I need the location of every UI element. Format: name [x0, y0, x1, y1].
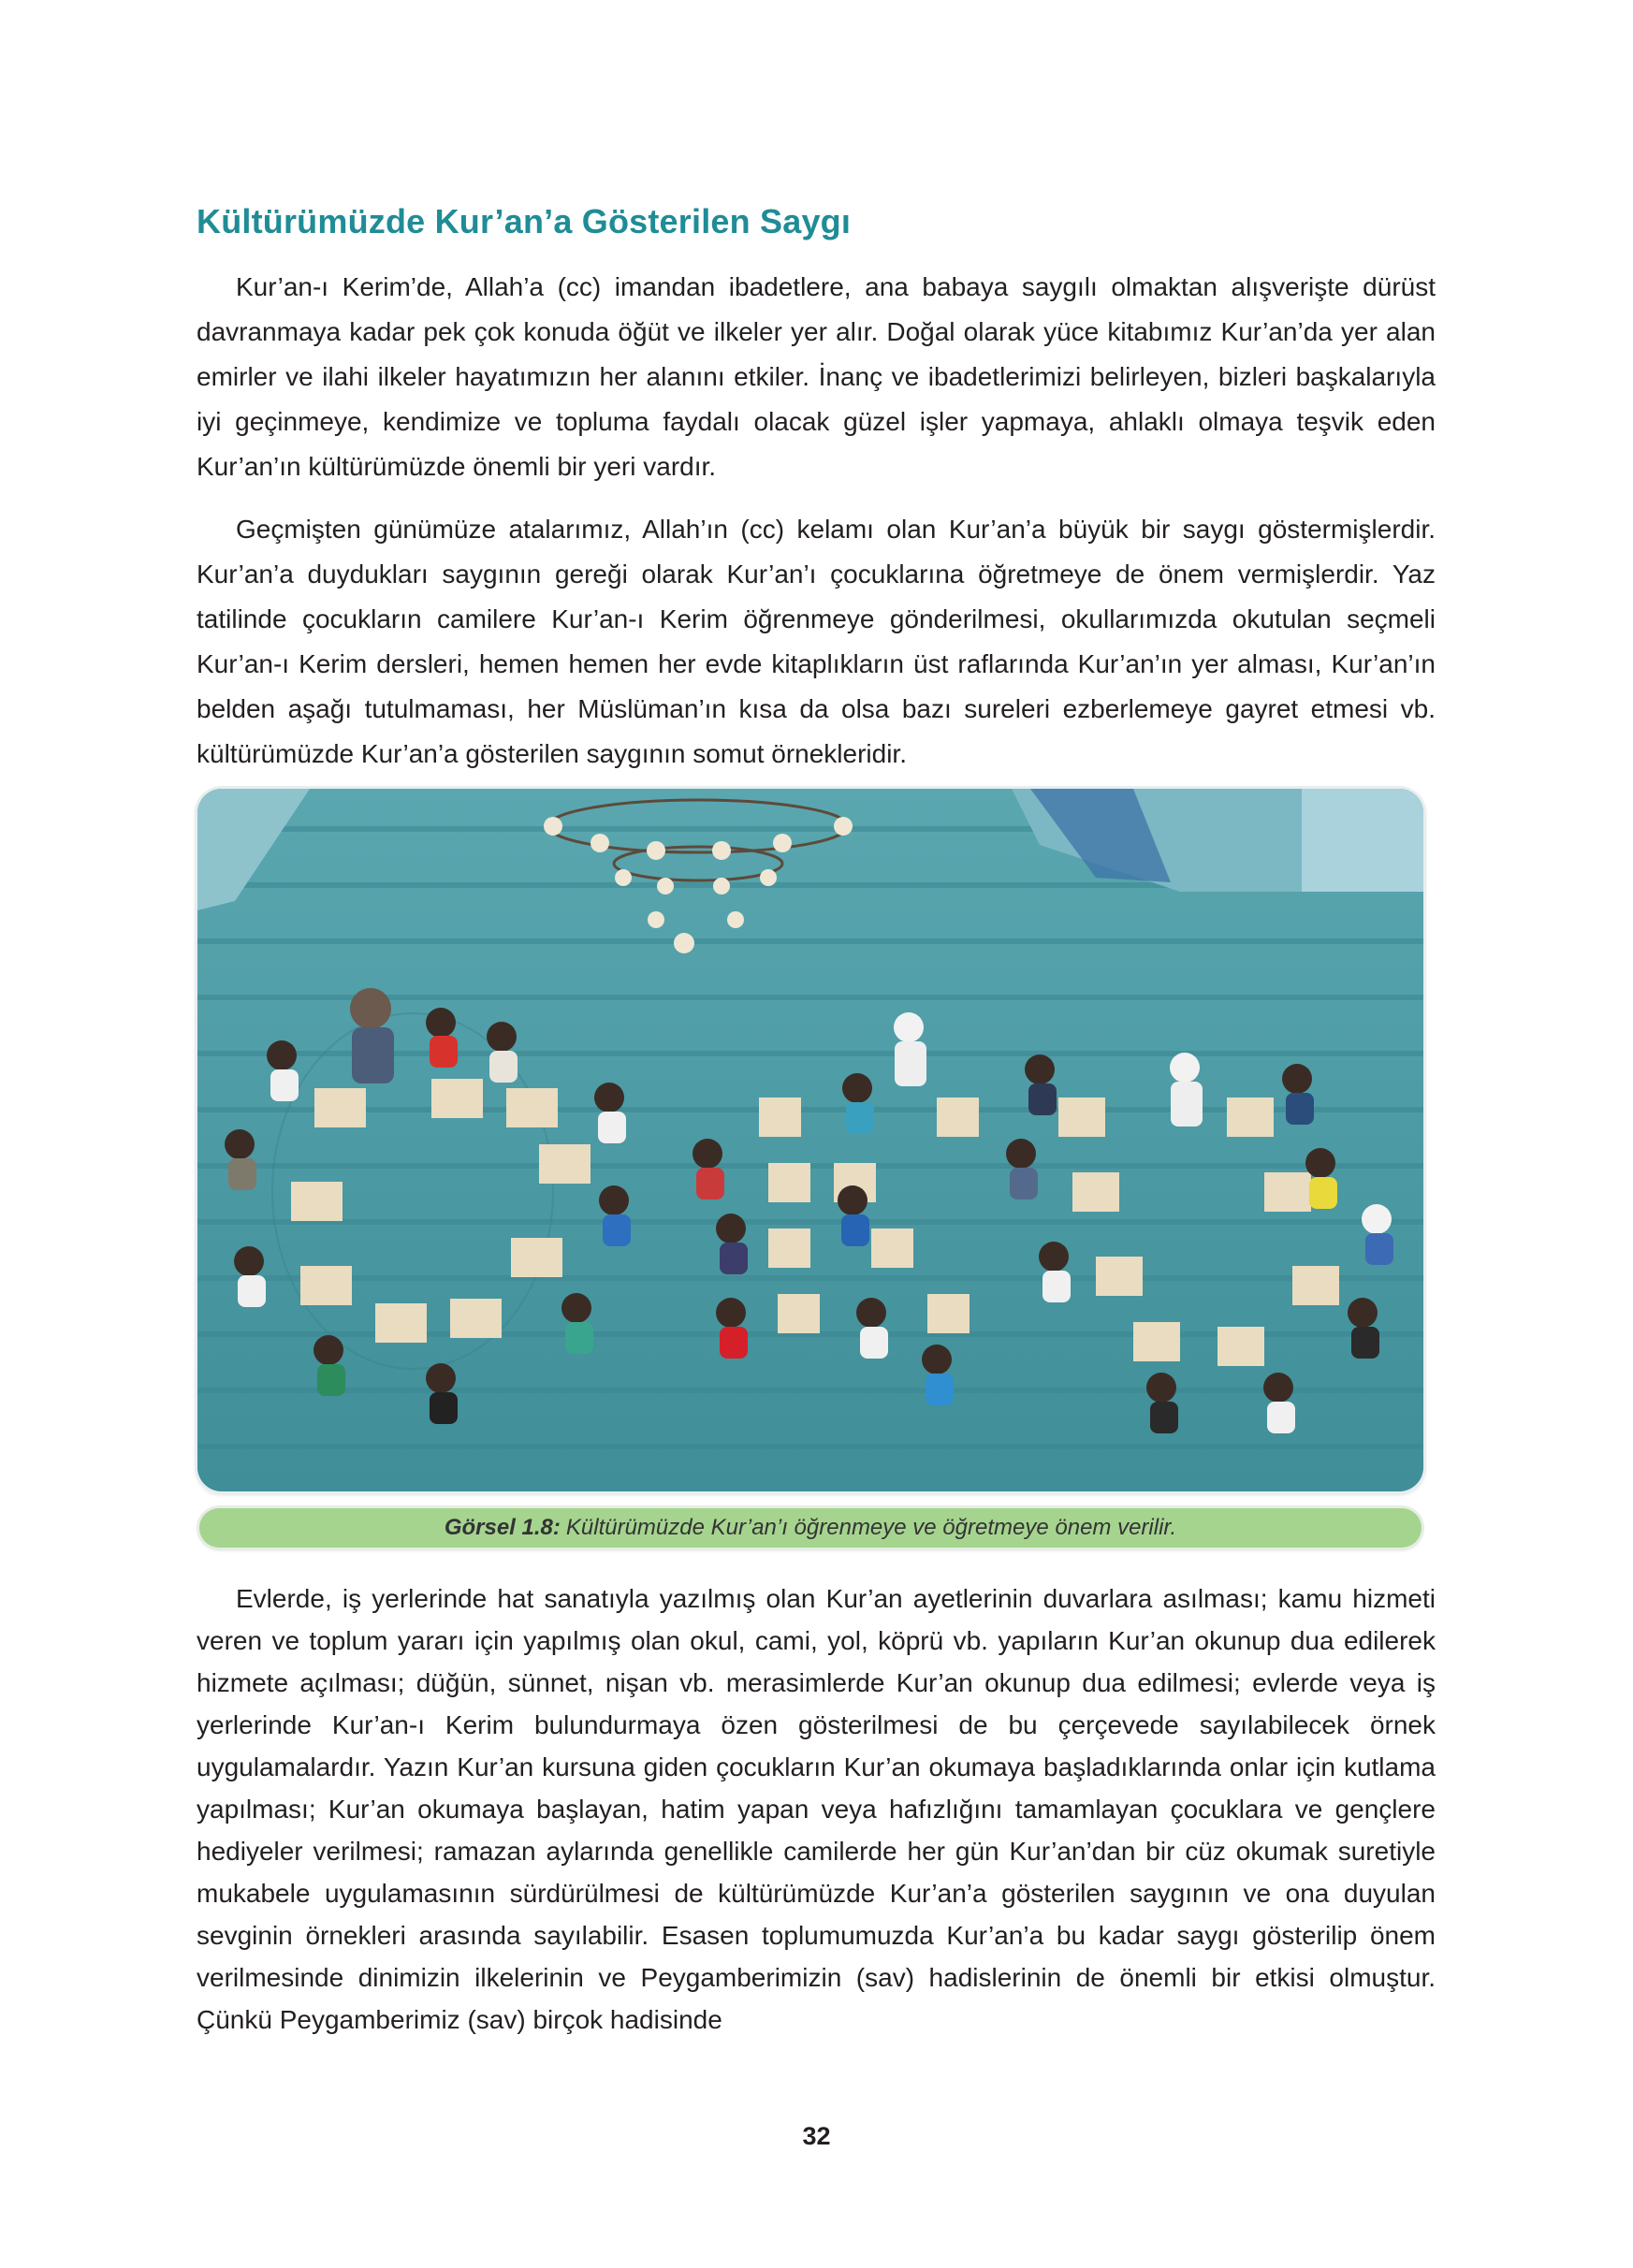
- paragraph-1: Kur’an-ı Kerim’de, Allah’a (cc) imandan ibadetlere, ana babaya saygılı olmaktan alışverişte dürüst davranmaya kadar pek çok konuda öğüt ve ilkeler yer alır. Doğal olarak yüce kitabımız Kur’an’da yer alan emirler ve ilahi ilkeler hayatımızın her alanını etkiler. İnanç ve ibadetlerimizi belirleyen, bizleri başkalarıyla iyi geçinmeye, kendimize ve topluma faydalı olacak güzel işler yapmaya, ahlaklı olmaya teşvik eden Kur’an’ın kültürümüzde önemli bir yeri vardır.: [197, 272, 1436, 481]
- photo-illustration: [197, 789, 1423, 1491]
- mosque-quran-class-photo: [197, 789, 1423, 1491]
- section-title: Kültürümüzde Kur’an’a Gösterilen Saygı: [197, 202, 852, 240]
- caption-text: Kültürümüzde Kur’an’ı öğrenmeye ve öğretmeye önem verilir.: [565, 1515, 1177, 1540]
- figure-caption: [199, 1508, 1422, 1548]
- caption-label: Görsel 1.8:: [444, 1515, 561, 1540]
- paragraph-2: Geçmişten günümüze atalarımız, Allah’ın (cc) kelamı olan Kur’an’a büyük bir saygı göstermişlerdir. Kur’an’a duydukları saygının gereği olarak Kur’an’ı çocuklarına öğretmeye de önem vermişlerdir. Yaz tatilinde çocukların camilere Kur’an-ı Kerim öğrenmeye gönderilmesi, okullarımızda okutulan seçmeli Kur’an-ı Kerim dersleri, hemen hemen her evde kitaplıkların üst raflarında Kur’an’ın yer alması, Kur’an’ın belden aşağı tutulmaması, her Müslüman’ın kısa da olsa bazı sureleri ezberlemeye gayret etmesi vb. kültürümüzde Kur’an’a gösterilen saygının somut örnekleridir.: [197, 515, 1436, 768]
- paragraph-3: Evlerde, iş yerlerinde hat sanatıyla yazılmış olan Kur’an ayetlerinin duvarlara asılması; kamu hizmeti veren ve toplum yararı için yapılmış olan okul, cami, yol, köprü vb. yapıların Kur’an okunup dua edilerek hizmete açılması; düğün, sünnet, nişan vb. merasimlerde Kur’an okunup dua edilmesi; evlerde veya iş yerlerinde Kur’an-ı Kerim bulundurmaya özen gösterilmesi de bu çerçevede sayılabilecek örnek uygulamalardır. Yazın Kur’an kursuna giden çocukların Kur’an okumaya başladıklarında onlar için kutlama yapılması; Kur’an okumaya başlayan, hatim yapan veya hafızlığını tamamlayan çocuklara ve gençlere hediyeler verilmesi; ramazan aylarında genellikle camilerde her gün Kur’an’dan bir cüz okumak suretiyle mukabele uygulamasının sürdürülmesi de kültürümüzde Kur’an’a gösterilen saygının ve ona duyulan sevginin örnekleri arasında sayılabilir. Esasen toplumumuzda Kur’an’a bu kadar saygı gösterilip önem verilmesinde dinimizin ilkelerinin ve Peygamberimizin (sav) hadislerinin de önemli bir etkisi olmuştur. Çünkü Peygamberimiz (sav) birçok hadisinde: [197, 1584, 1436, 2034]
- page-number: 32: [802, 2122, 831, 2150]
